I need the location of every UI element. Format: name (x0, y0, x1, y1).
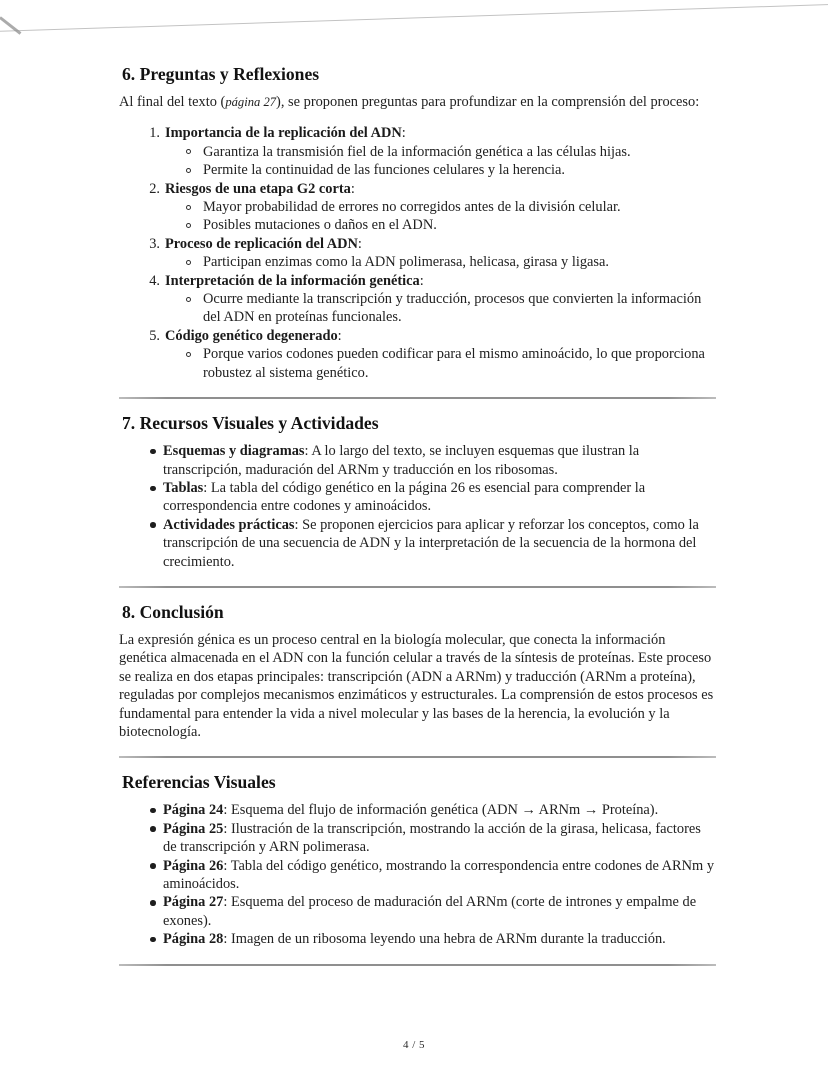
sub-point-text: Mayor probabilidad de errores no corregidos antes de la división celular. (203, 199, 621, 216)
section-conclusion (119, 602, 716, 741)
sub-point-text: Posibles mutaciones o daños en el ADN. (203, 217, 437, 234)
page-content (119, 64, 716, 980)
resource-item (119, 516, 716, 571)
resource-label: Actividades prácticas (163, 516, 295, 533)
question-colon: : (357, 235, 362, 252)
resource-label: Tablas (163, 479, 204, 496)
question-label: Interpretación de la información genética (165, 272, 420, 289)
question-item (119, 327, 716, 382)
resource-item (119, 479, 716, 516)
list-number: 5. (149, 327, 160, 344)
section-7-heading: 7. Recursos Visuales y Actividades (122, 413, 379, 434)
section-recursos (119, 413, 716, 571)
question-colon: : (419, 272, 424, 289)
reference-label: Página 25 (163, 820, 224, 837)
sub-point (165, 345, 716, 382)
page-corner-shadow (0, 16, 21, 34)
question-label: Importancia de la replicación del ADN (165, 125, 402, 142)
circle-bullet-icon (186, 253, 203, 265)
circle-bullet-icon (186, 345, 203, 357)
sub-point-text: Permite la continuidad de las funciones celulares y la herencia. (203, 162, 566, 179)
list-number: 2. (149, 180, 160, 197)
section-referencias (119, 772, 716, 948)
reference-item (119, 820, 716, 857)
reference-label: Página 24 (163, 802, 224, 819)
reference-text: : Imagen de un ribosoma leyendo una hebra de ARNm durante la traducción. (223, 931, 666, 948)
circle-bullet-icon (186, 198, 203, 210)
sub-point (165, 290, 716, 327)
sub-point-text: Garantiza la transmisión fiel de la información genética a las células hijas. (203, 143, 631, 160)
conclusion-paragraph: La expresión génica es un proceso central en la biología molecular, que conecta la información genética almacenada en el ADN con la función celular a través de la síntesis de proteínas. Este proceso se realiza en dos etapas principales: transcripción (ADN a ARNm) y traducción (ARNm a proteína), reguladas por complejos mecanismos enzimáticos y estructurales. La comprensión de estos procesos es fundamental para entender la vida a nivel molecular y las bases de la herencia, la evolución y la biotecnología. (119, 631, 714, 740)
disc-bullet-icon (150, 930, 163, 942)
disc-bullet-icon (150, 516, 163, 528)
sub-point-text: Porque varios codones pueden codificar para el mismo aminoácido, lo que proporciona robustez al sistema genético. (203, 346, 705, 381)
section-divider (119, 756, 716, 758)
resources-list (119, 442, 716, 571)
question-colon: : (401, 125, 406, 142)
intro-paragraph (119, 93, 716, 111)
reference-item (119, 801, 716, 819)
reference-text: : Esquema del flujo de información genética (ADN → ARNm → Proteína). (223, 802, 659, 819)
sub-point-text: Ocurre mediante la transcripción y traducción, procesos que convierten la información del ADN en proteínas funcionales. (203, 291, 702, 326)
disc-bullet-icon (150, 479, 163, 491)
disc-bullet-icon (150, 857, 163, 869)
intro-pre: Al final del texto ( (119, 94, 226, 110)
reference-item (119, 930, 716, 948)
section-divider (119, 964, 716, 966)
sub-point (165, 143, 716, 161)
disc-bullet-icon (150, 442, 163, 454)
intro-page-ref: página 27 (225, 95, 277, 109)
question-colon: : (350, 180, 355, 197)
question-label: Riesgos de una etapa G2 corta (165, 180, 351, 197)
reference-item (119, 893, 716, 930)
sub-point (165, 198, 716, 216)
list-number: 4. (149, 272, 160, 289)
section-preguntas (119, 64, 716, 382)
resource-text: : A lo largo del texto, se incluyen esquemas que ilustran la transcripción, maduración del ARNm y traducción en los ribosomas. (163, 443, 640, 478)
section-6-heading: 6. Preguntas y Reflexiones (122, 64, 320, 84)
reference-item (119, 857, 716, 894)
questions-list (119, 124, 716, 382)
reference-label: Página 28 (163, 931, 224, 948)
list-number: 3. (149, 235, 160, 252)
circle-bullet-icon (186, 161, 203, 173)
reference-text: : Tabla del código genético, mostrando la correspondencia entre codones de ARNm y aminoácidos. (163, 857, 715, 892)
reference-text: : Ilustración de la transcripción, mostrando la acción de la girasa, helicasa, factores de transcripción y ARN polimerasa. (163, 820, 701, 856)
section-divider (119, 397, 716, 399)
page-number-footer: 4 / 5 (402, 1039, 426, 1051)
resource-text: : Se proponen ejercicios para aplicar y reforzar los conceptos, como la transcripción de una secuencia de ADN y la interpretación de la secuencia de la hormona del crecimiento. (163, 516, 699, 570)
question-colon: : (337, 327, 342, 344)
sub-point (165, 253, 716, 271)
intro-post: ), se proponen preguntas para profundizar en la comprensión del proceso: (276, 94, 700, 110)
resource-label: Esquemas y diagramas (163, 443, 305, 460)
circle-bullet-icon (186, 216, 203, 228)
question-item (119, 124, 716, 179)
disc-bullet-icon (150, 801, 163, 813)
reference-label: Página 26 (163, 857, 224, 874)
sub-point (165, 216, 716, 234)
references-list (119, 801, 716, 948)
question-item (119, 235, 716, 272)
reference-text: : Esquema del proceso de maduración del ARNm (corte de intrones y empalme de exones). (163, 894, 697, 929)
section-divider (119, 586, 716, 588)
circle-bullet-icon (186, 290, 203, 302)
sub-point-text: Participan enzimas como la ADN polimerasa, helicasa, girasa y ligasa. (203, 254, 610, 271)
question-label: Proceso de replicación del ADN (165, 235, 358, 252)
question-item (119, 180, 716, 235)
disc-bullet-icon (150, 820, 163, 832)
question-item (119, 272, 716, 327)
page-edge-line (0, 3, 828, 32)
references-heading: Referencias Visuales (122, 772, 276, 793)
disc-bullet-icon (150, 893, 163, 905)
sub-point (165, 161, 716, 179)
list-number: 1. (149, 125, 160, 142)
circle-bullet-icon (186, 143, 203, 155)
resource-item (119, 442, 716, 479)
question-label: Código genético degenerado (165, 327, 338, 344)
resource-text: : La tabla del código genético en la página 26 es esencial para comprender la correspondencia entre codones y aminoácidos. (163, 479, 646, 515)
section-8-heading: 8. Conclusión (122, 601, 224, 622)
reference-label: Página 27 (163, 894, 224, 911)
